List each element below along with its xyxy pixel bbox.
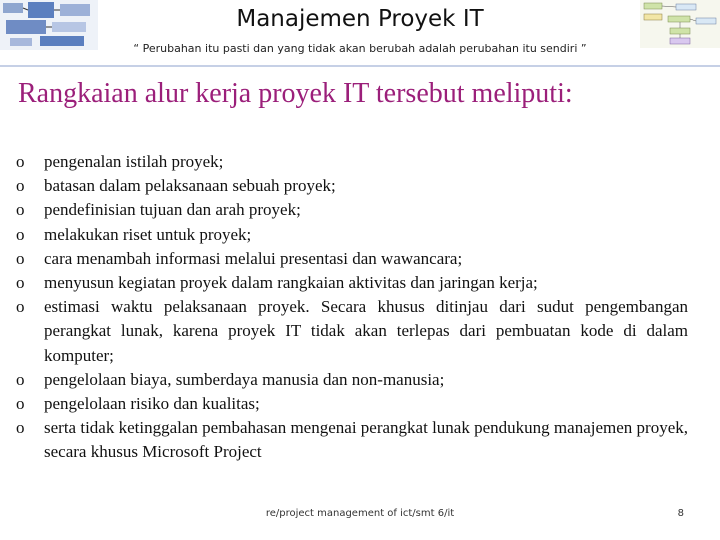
list-item — [16, 247, 688, 271]
list-item — [16, 223, 688, 247]
bullet-icon: o — [16, 418, 25, 438]
list-item — [16, 150, 688, 174]
workflow-list — [16, 150, 688, 465]
list-item-text: pengelolaan biaya, sumberdaya manusia dan non-manusia; — [44, 369, 445, 389]
bullet-icon: o — [16, 369, 25, 389]
list-item-text: pengenalan istilah proyek; — [44, 152, 224, 171]
list-item — [16, 174, 688, 198]
bullet-icon: o — [16, 248, 25, 268]
list-item-text: batasan dalam pelaksanaan sebuah proyek; — [44, 176, 336, 196]
bullet-icon: o — [16, 297, 25, 317]
list-item-text: serta tidak ketinggalan pembahasan mengenai perangkat lunak pendukung manajemen proyek, secara khusus Microsoft Project — [44, 418, 688, 462]
bullet-icon: o — [16, 200, 25, 220]
list-item — [16, 198, 688, 222]
list-item-text: menyusun kegiatan proyek dalam rangkaian aktivitas dan jaringan kerja; — [44, 273, 538, 293]
list-item — [16, 392, 688, 416]
bullet-icon: o — [16, 176, 25, 196]
list-item-text: pendefinisian tujuan dan arah proyek; — [44, 200, 301, 220]
list-item — [16, 368, 688, 392]
section-heading: Rangkaian alur kerja proyek IT tersebut meliputi: — [18, 78, 573, 109]
bullet-icon: o — [16, 224, 25, 244]
bullet-icon: o — [16, 152, 25, 171]
list-item — [16, 271, 688, 295]
header-divider — [0, 65, 720, 67]
slide-subtitle-quote: “ Perubahan itu pasti dan yang tidak akan berubah adalah perubahan itu sendiri ” — [133, 42, 587, 55]
list-item — [16, 416, 688, 464]
slide-title: Manajemen Proyek IT — [236, 6, 484, 32]
list-item-text: cara menambah informasi melalui presentasi dan wawancara; — [44, 248, 463, 268]
list-item — [16, 295, 688, 368]
page-number: 8 — [677, 508, 684, 519]
list-item-text: melakukan riset untuk proyek; — [44, 224, 252, 244]
list-item-text: pengelolaan risiko dan kualitas; — [44, 394, 260, 414]
footer-text: re/project management of ict/smt 6/it — [265, 508, 455, 519]
list-item-text: estimasi waktu pelaksanaan proyek. Secara khusus ditinjau dari sudut pengembangan perangkat lunak, karena proyek IT tidak akan terlepas dari pembuatan kode di dalam komputer; — [44, 297, 688, 365]
bullet-icon: o — [16, 394, 25, 414]
bullet-icon: o — [16, 273, 25, 293]
